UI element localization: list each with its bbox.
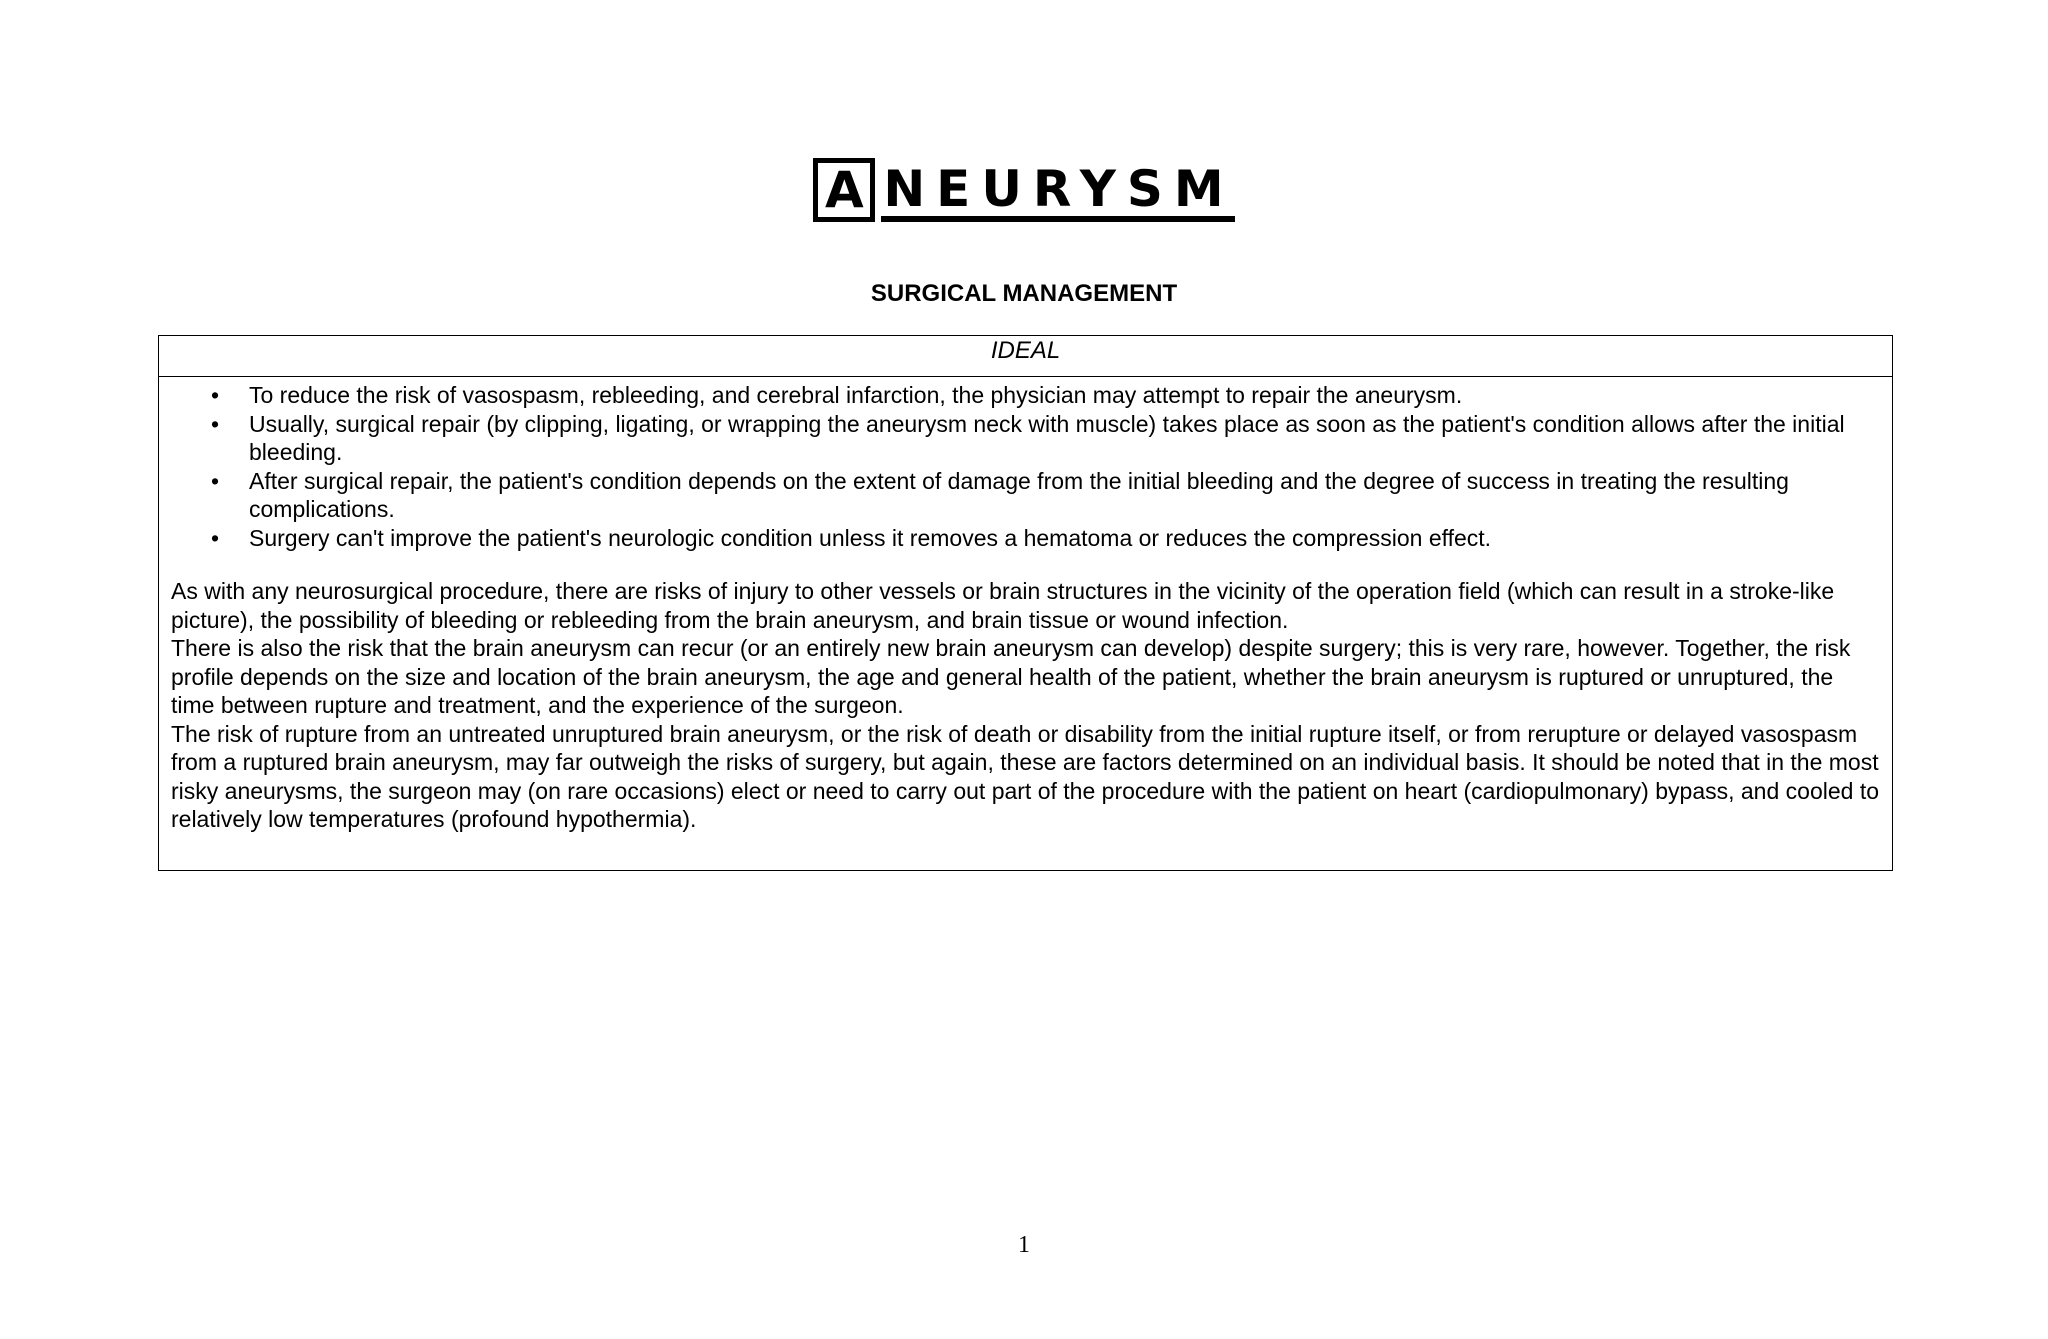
title-rest: NEURYSM xyxy=(881,164,1234,222)
list-item-text: Usually, surgical repair (by clipping, ligating, or wrapping the aneurysm neck with muscle) takes place as soon as the patient's condition allows after the initial bleeding. xyxy=(249,410,1845,465)
table-body xyxy=(159,377,1892,834)
bullet-list xyxy=(171,381,1880,552)
list-item-text: After surgical repair, the patient's condition depends on the extent of damage from the initial bleeding and the degree of success in treating the resulting complications. xyxy=(249,467,1789,522)
paragraph: There is also the risk that the brain aneurysm can recur (or an entirely new brain aneurysm can develop) despite surgery; this is very rare, however. Together, the risk profile depends on the size and location of the brain aneurysm, the age and general health of the patient, whether the brain aneurysm is ruptured or unruptured, the time between rupture and treatment, and the experience of the surgeon. xyxy=(171,635,1851,718)
content-table xyxy=(158,335,1893,871)
bullet-icon: • xyxy=(211,467,220,494)
paragraph-block xyxy=(171,577,1880,834)
title-wrap xyxy=(0,158,2048,222)
table-header: IDEAL xyxy=(159,336,1892,377)
list-item xyxy=(211,381,1880,410)
paragraph: As with any neurosurgical procedure, there are risks of injury to other vessels or brain structures in the vicinity of the operation field (which can result in a stroke-like picture), the possibility of bleeding or rebleeding from the brain aneurysm, and brain tissue or wound infection. xyxy=(171,578,1835,633)
paragraph: The risk of rupture from an untreated unruptured brain aneurysm, or the risk of death or disability from the initial rupture itself, or from rerupture or delayed vasospasm from a ruptured brain aneurysm, may far outweigh the risks of surgery, but again, these are factors determined on an individual basis. It should be noted that in the most risky aneurysms, the surgeon may (on rare occasions) elect or need to carry out part of the procedure with the patient on heart (cardiopulmonary) bypass, and cooled to relatively low temperatures (profound hypothermia). xyxy=(171,720,1879,832)
bullet-icon: • xyxy=(211,524,220,551)
list-item-text: To reduce the risk of vasospasm, rebleeding, and cerebral infarction, the physician may attempt to repair the aneurysm. xyxy=(249,382,1463,408)
list-item xyxy=(211,467,1880,524)
list-item xyxy=(211,524,1880,553)
page-number: 1 xyxy=(1018,1232,1030,1258)
title-boxed-letter: A xyxy=(813,158,875,222)
list-item xyxy=(211,410,1880,467)
page-title xyxy=(813,158,1234,222)
bullet-icon: • xyxy=(211,382,220,408)
list-item-text: Surgery can't improve the patient's neurologic condition unless it removes a hematoma or reduces the compression effect. xyxy=(249,524,1492,551)
bullet-icon: • xyxy=(211,410,220,437)
section-heading: SURGICAL MANAGEMENT xyxy=(870,280,1178,307)
